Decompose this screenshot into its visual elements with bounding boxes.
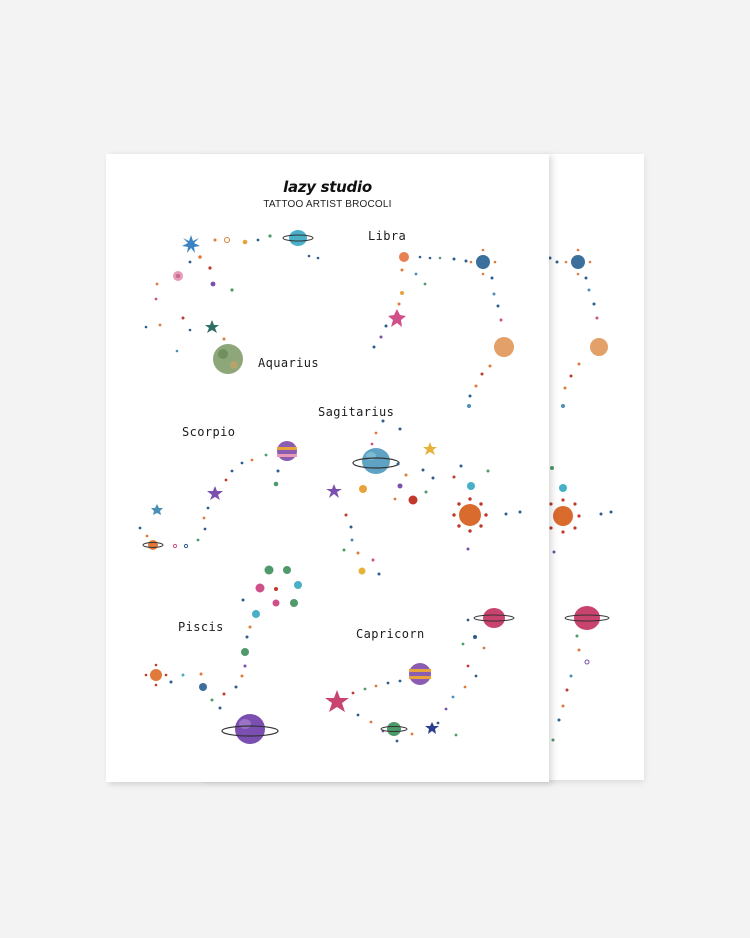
orange-sun-icon <box>459 504 481 526</box>
blue-star-icon <box>151 504 163 515</box>
purple-star-icon <box>326 484 342 498</box>
sagittarius-constellation <box>326 420 522 576</box>
green-star-icon <box>205 320 219 333</box>
capricorn-label: Capricorn <box>356 627 425 641</box>
yellow-star-icon <box>423 442 437 455</box>
sagittarius-label: Sagitarius <box>318 405 395 419</box>
purple-star-icon <box>207 486 223 500</box>
blue-sun-icon <box>476 255 490 269</box>
purple-ringed-planet-icon <box>235 714 265 744</box>
brand-subtitle: TATTOO ARTIST BROCOLI <box>263 199 392 210</box>
pink-star-icon <box>325 690 349 712</box>
pisces-label: Piscis <box>178 620 224 634</box>
striped-planet-icon <box>277 441 297 461</box>
striped-planet-icon <box>409 663 431 685</box>
small-planet-icon <box>148 540 158 550</box>
libra-label: Libra <box>368 229 407 243</box>
blue-planet-icon <box>289 230 307 246</box>
capricorn-constellation <box>325 608 514 742</box>
orange-sun-icon <box>150 669 162 681</box>
blue-star-icon <box>182 235 200 253</box>
orange-planet-icon <box>494 337 514 357</box>
pink-star-icon <box>388 309 406 327</box>
green-ringed-planet-icon <box>387 722 401 736</box>
scorpio-constellation <box>139 441 297 550</box>
aquarius-constellation <box>145 230 320 374</box>
orange-dot <box>399 252 409 262</box>
green-planet-icon <box>213 344 243 374</box>
libra-constellation <box>373 249 515 408</box>
aquarius-label: Aquarius <box>258 356 319 370</box>
scorpio-label: Scorpio <box>182 425 236 439</box>
brand-name: lazy studio <box>283 178 372 196</box>
blue-ringed-planet-icon <box>362 448 390 474</box>
pisces-constellation <box>145 566 302 745</box>
pink-ringed-planet-icon <box>483 608 505 628</box>
